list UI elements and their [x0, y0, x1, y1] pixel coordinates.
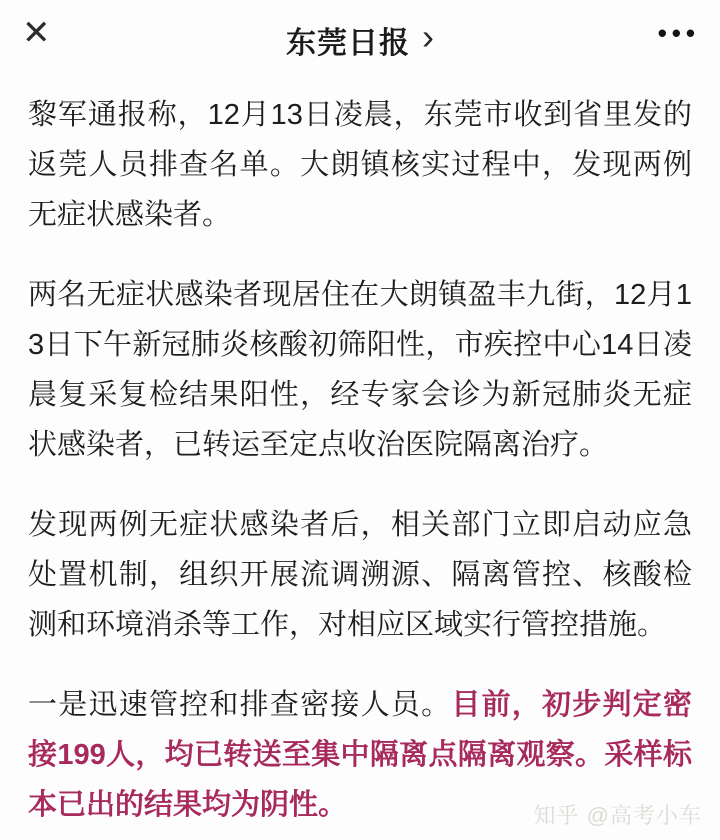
paragraph-4-lead: 一是迅速管控和排查密接人员。	[28, 689, 452, 721]
paragraph-3: 发现两例无症状感染者后，相关部门立即启动应急处置机制，组织开展流调溯源、隔离管控、核酸检测和环境消杀等工作，对相应区域实行管控措施。	[28, 509, 692, 641]
close-button[interactable]	[18, 12, 55, 54]
more-button[interactable]	[652, 14, 706, 52]
article-body	[0, 80, 720, 830]
page-title: 东莞日报	[286, 27, 410, 60]
watermark: 知乎 @高考小车	[533, 803, 702, 828]
paragraph-1: 黎军通报称，12月13日凌晨，东莞市收到省里发的返莞人员排查名单。大朗镇核实过程中，发现两例无症状感染者。	[28, 99, 692, 231]
chevron-right-icon: ›	[422, 16, 434, 57]
more-icon: •••	[657, 18, 700, 48]
header	[0, 0, 720, 80]
account-title-link[interactable]	[286, 0, 434, 80]
paragraph-4-highlight: 目前，初步判定密接199人，均已转送至集中隔离点隔离观察。采样标本已出的结果均为阴性。	[28, 689, 692, 821]
paragraph-2: 两名无症状感染者现居住在大朗镇盈丰九街，12月13日下午新冠肺炎核酸初筛阳性，市疾控中心14日凌晨复采复检结果阳性，经专家会诊为新冠肺炎无症状感染者，已转运至定点收治医院隔离治疗。	[28, 279, 692, 461]
close-icon: ✕	[22, 14, 51, 52]
